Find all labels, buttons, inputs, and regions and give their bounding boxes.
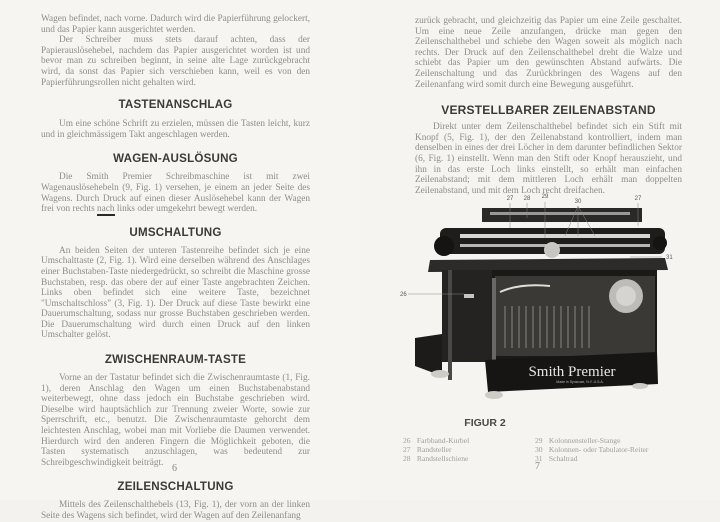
scale-bar: [460, 234, 650, 238]
brand-subline: Made in Syracuse, N.Y. U.S.A.: [556, 380, 604, 384]
callout-label: 29: [541, 194, 549, 200]
intro-paragraph: zurück gebracht, und gleichzeitig das Papier um eine Zeile geschaltet. Um eine neue Zeile anzufangen, drücke man gegen den Zeilenschalthebel und schiebe den Wagen soweit als möglich nach rechts. Der Druck auf den Zeilenschalthebel dreht die Walze und schiebt das Papier um den gewünschten Abstand aufwärts. Die Zeilenschaltung und das Zurückbringen des Wagens auf den Zeilenanfang wird somit durch eine Bewegung ausgeführt.: [415, 16, 682, 90]
legend-item: [535, 454, 648, 463]
section-text-umschaltung: An beiden Seiten der unteren Tastenreihe befindet sich je eine Umschalttaste (2, Fig. 1). Wird eine derselben während des Anschlages einer Buchstaben-Taste niedergedrückt, so schreibt die Maschine grosse Buchstaben, resp. das obere der auf einer Taste angebrachten Zeichen. Links oben befindet sich eine weitere Taste, bezeichnet "Umschaltschloss" (3, Fig. 1). Der Druck auf diese Taste bewirkt eine Dauerumschaltung, sodass nur grosse Buchstaben geschrieben werden. Die Dauerumschaltung wird durch einen Druck auf den linken Umschalter gelöst.: [41, 245, 310, 341]
section-text-verstellbarer-zeilenabstand: Direkt unter dem Zeilenschalthebel befindet sich ein Stift mit Knopf (5, Fig. 1), der den Zeilenabstand kontrolliert, indem man denselben in eines der drei Löcher in dem darunter befindlichen Sektor (6, Fig. 1) einstellt. Wenn man den Stift oder Knopf herauszieht, und ihn in das erste Loch links einstellt, so erhält man einfachen Zeilenabstand; mit dem mittleren Loch erhält man doppelten Zeilenabstand, und mit dem Loch recht dreifachen.: [415, 122, 682, 196]
legend-number: 28: [403, 454, 411, 463]
legend-item: [403, 436, 469, 445]
legend-item: [535, 436, 648, 445]
legend-label: Schaltrad: [548, 454, 578, 463]
callout-label: 28: [523, 196, 531, 202]
paper-table: [490, 212, 630, 215]
foot: [431, 370, 449, 378]
tabulator-wheel-center: [616, 286, 636, 306]
foot: [632, 383, 648, 389]
intro-paragraph: Der Schreiber muss stets darauf achten, dass der Papierauslösehebel, nachdem das Papier ausgerichtet worden ist und bevor man zu schreiben beginnt, in seine alte Lage zurückgebracht wird, da sonst das Papier sich verschieben kann, weil es von den Papierführungsrollen nicht gehalten wird.: [41, 35, 310, 88]
legend-label: Randstellschiene: [416, 454, 469, 463]
callout-label: 27: [634, 196, 642, 202]
section-text-zwischenraum-taste: Vorne an der Tastatur befindet sich die Zwischenraumtaste (1, Fig. 1), deren Anschlag den Wagen um einen Buchstabenabstand weiterbewegt, ohne dass jedoch ein Buchstabe geschrieben wird. Dieselbe wird hauptsächlich zur Trennung zweier Worte, sowie zur Sperrschrift, etc., benutzt. Die Zwischenraumtaste gehorcht dem leichtesten Anschlag, wobei man mit Vorliebe die Daumen verwendet. Hierdurch wird den anderen Fingern die Möglichkeit geboten, die Tasten systematisch anzuschlagen, was bedeutend zur Schreibgeschwindigkeit beiträgt.: [41, 373, 310, 468]
callout-label: 27: [506, 196, 514, 202]
upper-frame: [428, 258, 668, 272]
legend-number: 29: [535, 436, 543, 445]
heading-verstellbarer-zeilenabstand: VERSTELLBARER ZEILENABSTAND: [441, 103, 656, 118]
heading-umschaltung: UMSCHALTUNG: [129, 225, 222, 239]
legend-item: [535, 445, 648, 454]
typewriter-illustration: [400, 188, 695, 403]
heading-wagen-ausloesung: WAGEN-AUSLÖSUNG: [113, 152, 238, 166]
intro-paragraph: Wagen befindet, nach vorne. Dadurch wird die Papierführung gelockert, und das Papier kann ausgerichtet werden.: [41, 14, 310, 35]
base-left: [415, 334, 442, 376]
right-page: [360, 0, 720, 500]
section-text-tastenanschlag: Um eine schöne Schrift zu erzielen, müssen die Tasten leicht, kurz und in gleichmässigem Takt angeschlagen werden.: [41, 119, 310, 140]
heading-zeilenschaltung: ZEILENSCHALTUNG: [117, 480, 234, 494]
section-text-wagen-ausloesung: [41, 172, 310, 214]
ribbon-spool: [544, 242, 560, 258]
legend-number: 27: [403, 445, 411, 454]
heading-tastenanschlag: TASTENANSCHLAG: [118, 98, 233, 112]
typewriter-figure: [400, 188, 695, 403]
legend-item: [403, 454, 469, 463]
legend-number: 26: [403, 436, 411, 445]
legend-label: Kolonnensteller-Stange: [548, 436, 621, 445]
callout-label: 26: [400, 292, 407, 298]
callout-label: 31: [666, 255, 673, 261]
legend-item: [403, 445, 469, 454]
text-segment: Die Smith Premier Schreibmaschine ist mit zwei Wagenauslösehebeln (9, Fig. 1) versehen, je einem an jeder Seite des Wagens. Durch Druck auf einen dieser Auslösehebel kann der Wagen frei von rechts: [41, 172, 310, 215]
page-number: 6: [172, 463, 177, 474]
foot: [485, 391, 503, 399]
callout-label: 30: [574, 199, 582, 205]
legend-label: Randsteller: [416, 445, 452, 454]
platen-knob: [434, 236, 454, 256]
legend-number: 31: [535, 454, 543, 463]
platen-knob: [653, 236, 667, 250]
text-segment: links oder umgekehrt bewegt werden.: [114, 204, 258, 215]
figure-title: FIGUR 2: [464, 417, 506, 429]
ribbon-crank: [464, 294, 474, 298]
legend-number: 30: [535, 445, 543, 454]
legend-label: Farbband-Kurbel: [416, 436, 470, 445]
figure-legend-right: [535, 436, 648, 463]
section-text-zeilenschaltung: Mittels des Zeilenschalthebels (13, Fig. 1), der vorn an der linken Seite des Wagens sich befindet, wird der Wagen auf den Zeilenanfang: [41, 500, 310, 521]
brand-name: Smith Premier: [528, 364, 616, 380]
figure-legend-left: [403, 436, 469, 463]
page-number: 7: [535, 461, 540, 472]
legend-label: Kolonnen- oder Tabulator-Reiter: [548, 445, 649, 454]
corner-post: [448, 270, 452, 380]
heading-zwischenraum-taste: ZWISCHENRAUM-TASTE: [104, 353, 247, 367]
underlined-word: nach: [97, 204, 115, 215]
